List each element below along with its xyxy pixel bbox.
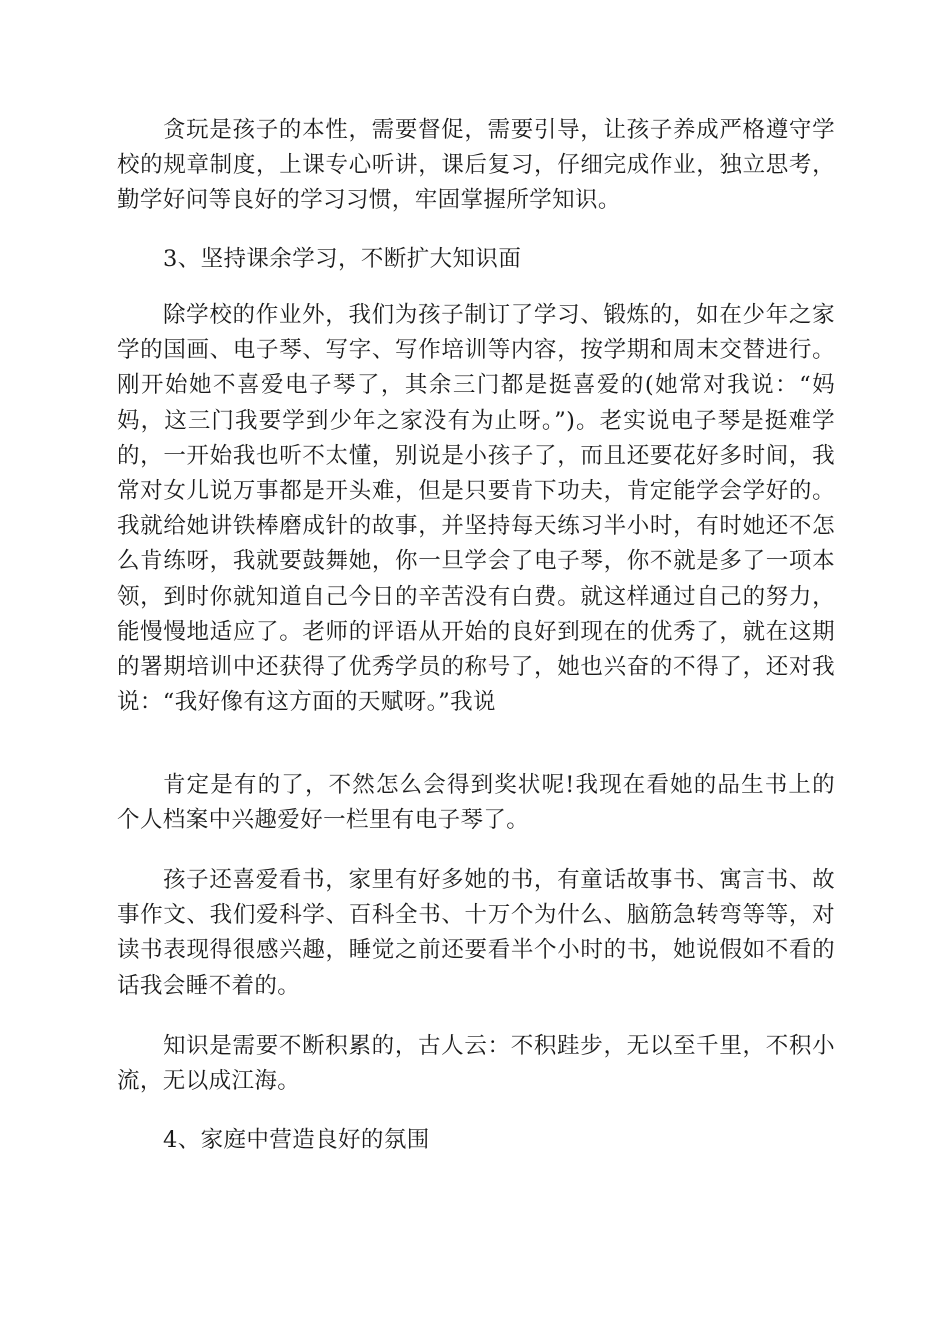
section-heading-4: 4、家庭中营造良好的氛围	[163, 1127, 430, 1153]
paragraph-reading: 孩子还喜爱看书，家里有好多她的书，有童话故事书、寓言书、故事作文、我们爱科学、百科全书、十万个为什么、脑筋急转弯等等，对读书表现得很感兴趣，睡觉之前还要看半个小时的书，她说假如不看的话我会睡不着的。	[117, 867, 835, 999]
paragraph-knowledge: 知识是需要不断积累的，古人云：不积跬步，无以至千里，不积小流，无以成江海。	[117, 1033, 835, 1095]
paragraph-habits: 贪玩是孩子的本性，需要督促，需要引导，让孩子养成严格遵守学校的规章制度，上课专心听讲，课后复习，仔细完成作业，独立思考，勤学好问等良好的学习习惯，牢固掌握所学知识。	[117, 117, 835, 214]
paragraph-extracurricular: 除学校的作业外，我们为孩子制订了学习、锻炼的，如在少年之家学的国画、电子琴、写字、写作培训等内容，按学期和周末交替进行。刚开始她不喜爱电子琴了，其余三门都是挺喜爱的(她常对我说：“妈妈，这三门我要学到少年之家没有为止呀。”)。老实说电子琴是挺难学的，一开始我也听不太懂，别说是小孩子了，而且还要花好多时间，我常对女儿说万事都是开头难，但是只要肯下功夫，肯定能学会学好的。我就给她讲铁棒磨成针的故事，并坚持每天练习半小时，有时她还不怎么肯练呀，我就要鼓舞她，你一旦学会了电子琴，你不就是多了一项本领，到时你就知道自己今日的辛苦没有白费。就这样通过自己的努力，能慢慢地适应了。老师的评语从开始的良好到现在的优秀了，就在这期的署期培训中还获得了优秀学员的称号了，她也兴奋的不得了，还对我说：“我好像有这方面的天赋呀。”我说	[117, 302, 835, 716]
paragraph-certificate: 肯定是有的了，不然怎么会得到奖状呢!我现在看她的品生书上的个人档案中兴趣爱好一栏里有电子琴了。	[117, 772, 835, 834]
section-heading-3: 3、坚持课余学习，不断扩大知识面	[163, 246, 522, 272]
